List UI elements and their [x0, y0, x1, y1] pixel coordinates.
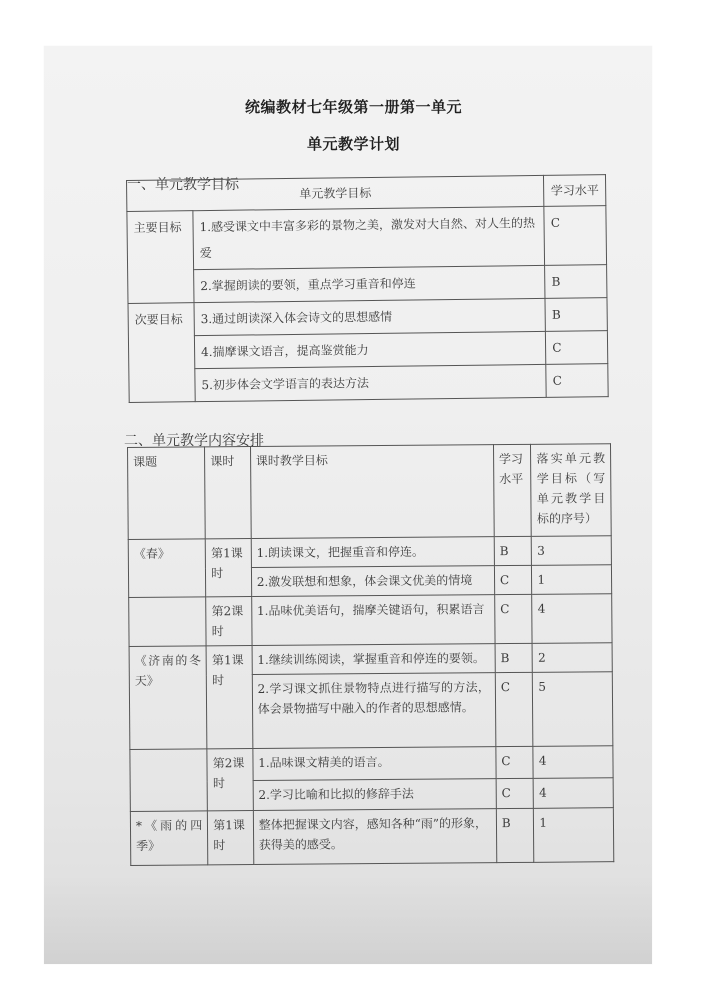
- table-row: [128, 536, 611, 569]
- header-level: 学习水平: [493, 444, 531, 536]
- table-row: [129, 364, 608, 403]
- objective-cell: 1.品味优美语句，揣摩关键语句，积累语言: [251, 595, 495, 646]
- period-cell: 第1课时: [205, 539, 251, 597]
- header-lesson: 课题: [128, 447, 206, 540]
- period-cell: 第1课时: [206, 646, 252, 749]
- goal-cell: 3.通过朗读深入体会诗文的思想感情: [194, 298, 546, 335]
- section2-heading: 二、单元教学内容安排: [124, 433, 264, 449]
- unit-goals-table: [126, 174, 609, 403]
- target-cell: 4: [534, 778, 614, 809]
- objective-cell: 1.继续训练阅读，掌握重音和停连的要领。: [252, 644, 495, 675]
- level-cell: B: [494, 536, 532, 565]
- document-title: 统编教材七年级第一册第一单元: [244, 98, 462, 116]
- level-cell: C: [494, 565, 532, 594]
- objective-cell: 1.朗读课文，把握重音和停连。: [251, 537, 494, 568]
- content-arrangement-table: [127, 443, 614, 866]
- period-cell: 第2课时: [207, 749, 253, 811]
- table-row: [129, 643, 612, 676]
- level-cell: C: [546, 331, 608, 365]
- level-cell: B: [545, 265, 607, 299]
- level-cell: C: [495, 594, 533, 643]
- lesson-cell: [130, 749, 208, 812]
- level-cell: C: [496, 746, 534, 778]
- target-cell: 5: [533, 672, 613, 747]
- level-cell: B: [496, 808, 534, 862]
- objective-cell: 整体把握课文内容，感知各种“雨”的形象，获得美的感受。: [253, 809, 497, 865]
- objective-cell: 2.学习课文抓住景物特点进行描写的方法，体会景物描写中融入的作者的思想感情。: [252, 673, 496, 749]
- table-row: [130, 808, 613, 866]
- header-goal: 单元教学目标: [127, 175, 545, 211]
- level-cell: C: [496, 778, 534, 808]
- level-cell: B: [545, 298, 607, 332]
- header-target: 落实单元教学目标（写单元教学目标的序号）: [531, 444, 611, 537]
- objective-cell: 2.激发联想和想象，体会课文优美的情境: [251, 566, 494, 597]
- document-subtitle: 单元教学计划: [306, 135, 400, 153]
- goal-cell: 5.初步体会文学语言的表达方法: [195, 364, 547, 401]
- lesson-cell: 《济南的冬天》: [129, 646, 207, 750]
- table-row: [127, 206, 607, 271]
- target-cell: 3: [532, 536, 612, 566]
- target-cell: 4: [532, 594, 612, 644]
- table-header-row: [128, 444, 612, 540]
- goal-cell: 2.掌握朗读的要领，重点学习重音和停连: [194, 265, 546, 302]
- goal-cell: 1.感受课文中丰富多彩的景物之美，激发对大自然、对人生的热爱: [193, 206, 545, 269]
- target-cell: 1: [534, 808, 614, 863]
- table-row: [130, 746, 613, 782]
- period-cell: 第1课时: [208, 811, 254, 865]
- lesson-cell: 《春》: [128, 539, 206, 598]
- header-level: 学习水平: [544, 175, 606, 207]
- header-objective: 课时教学目标: [250, 445, 494, 539]
- level-cell: C: [544, 206, 606, 266]
- goal-cell: 4.揣摩课文语言，提高鉴赏能力: [194, 331, 546, 368]
- table-row: [129, 594, 612, 647]
- lesson-cell: *《雨的四季》: [130, 811, 208, 866]
- level-cell: B: [495, 643, 533, 672]
- period-cell: 第2课时: [206, 597, 252, 646]
- level-cell: C: [546, 364, 608, 398]
- target-cell: 2: [532, 643, 612, 673]
- level-cell: C: [495, 672, 533, 746]
- objective-cell: 1.品味课文精美的语言。: [253, 747, 496, 781]
- category-cell: 主要目标: [127, 211, 194, 304]
- category-cell: 次要目标: [128, 303, 195, 403]
- header-period: 课时: [205, 447, 251, 539]
- lesson-cell: [129, 597, 207, 647]
- target-cell: 4: [533, 746, 613, 779]
- target-cell: 1: [532, 565, 612, 595]
- section1-heading: 一、单元教学目标: [127, 177, 239, 193]
- objective-cell: 2.学习比喻和比拟的修辞手法: [253, 779, 496, 811]
